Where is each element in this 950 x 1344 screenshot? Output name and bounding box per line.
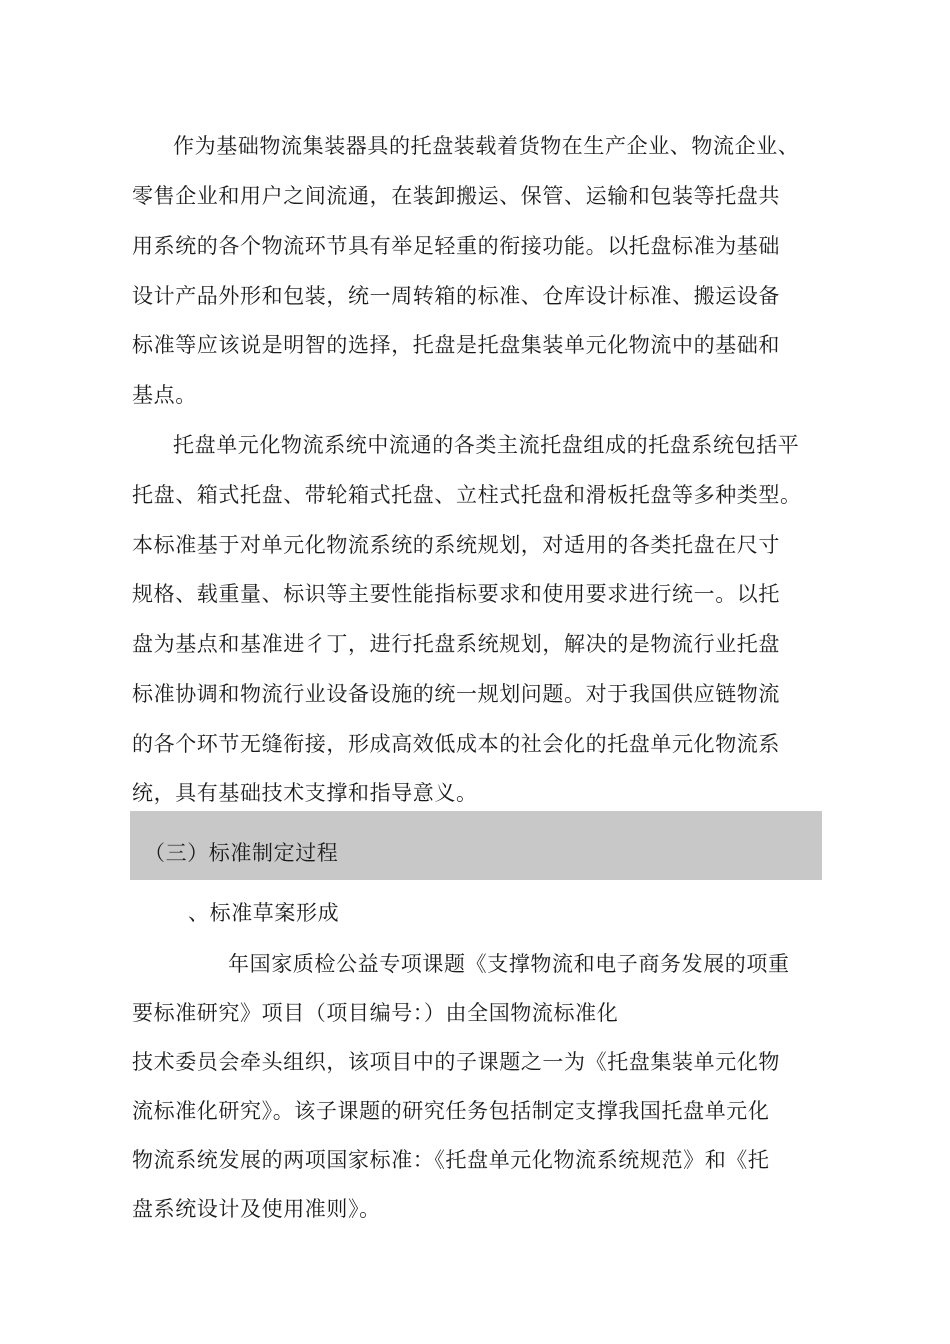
paragraph-line: 标准等应该说是明智的选择，托盘是托盘集装单元化物流中的基础和: [132, 333, 780, 357]
paragraph-line: 托盘单元化物流系统中流通的各类主流托盘组成的托盘系统包括平: [173, 433, 800, 457]
paragraph-line: 物流系统发展的两项国家标准：《托盘单元化物流系统规范》和《托: [132, 1148, 770, 1172]
paragraph-line: 统，具有基础技术支撑和指导意义。: [132, 781, 478, 805]
paragraph-line: 本标准基于对单元化物流系统的系统规划，对适用的各类托盘在尺寸: [132, 533, 780, 557]
section-heading-bar: [130, 811, 822, 880]
paragraph-line: 要标准研究》项目（项目编号：）由全国物流标准化: [132, 1001, 619, 1025]
paragraph-line: 规格、载重量、标识等主要性能指标要求和使用要求进行统一。以托: [132, 582, 780, 606]
paragraph-line: 用系统的各个物流环节具有举足轻重的衔接功能。以托盘标准为基础: [132, 234, 780, 258]
paragraph-line: 作为基础物流集装器具的托盘装载着货物在生产企业、物流企业、: [173, 134, 800, 158]
paragraph-line: 基点。: [132, 383, 197, 407]
section-title: （三）标准制定过程: [144, 841, 339, 865]
paragraph-line: 零售企业和用户之间流通，在装卸搬运、保管、运输和包装等托盘共: [132, 184, 780, 208]
paragraph-line: 盘系统设计及使用准则》。: [132, 1197, 381, 1221]
paragraph-line: 流标准化研究》。该子课题的研究任务包括制定支撑我国托盘单元化: [132, 1099, 770, 1123]
paragraph-line: 设计产品外形和包装，统一周转箱的标准、仓库设计标准、搬运设备: [132, 284, 780, 308]
paragraph-line: 的各个环节无缝衔接，形成高效低成本的社会化的托盘单元化物流系: [132, 732, 780, 756]
subsection-title: 、标准草案形成: [188, 901, 340, 925]
paragraph-line: 托盘、箱式托盘、带轮箱式托盘、立柱式托盘和滑板托盘等多种类型。: [132, 483, 802, 507]
paragraph-line: 技术委员会牵头组织，该项目中的子课题之一为《托盘集装单元化物: [132, 1050, 780, 1074]
paragraph-line: 标准协调和物流行业设备设施的统一规划问题。对于我国供应链物流: [132, 682, 780, 706]
paragraph-line: 盘为基点和基准进彳丁，进行托盘系统规划，解决的是物流行业托盘: [132, 632, 780, 656]
paragraph-line: 年国家质检公益专项课题《支撑物流和电子商务发展的项重: [228, 952, 790, 976]
